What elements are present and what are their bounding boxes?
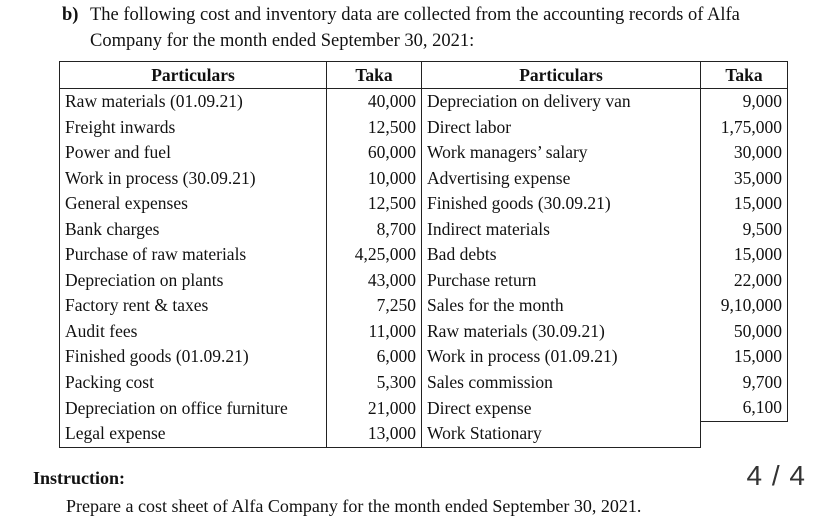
cell-taka-right: 9,10,000 (701, 293, 788, 319)
cell-taka-left: 13,000 (327, 421, 422, 447)
cell-particulars-right: Work in process (01.09.21) (422, 344, 701, 370)
cell-taka-left: 12,500 (327, 115, 422, 141)
cell-particulars-left: Freight inwards (60, 115, 327, 141)
cell-particulars-left: Purchase of raw materials (60, 242, 327, 268)
cell-taka-left: 40,000 (327, 89, 422, 115)
cell-particulars-left: General expenses (60, 191, 327, 217)
cell-taka-left: 60,000 (327, 140, 422, 166)
cell-taka-left: 11,000 (327, 319, 422, 345)
cell-particulars-right: Depreciation on delivery van (422, 89, 701, 115)
cell-taka-left: 21,000 (327, 395, 422, 421)
table-row (60, 344, 788, 370)
table-row (60, 395, 788, 421)
table-row (60, 293, 788, 319)
cell-particulars-right: Advertising expense (422, 166, 701, 192)
header-taka-left: Taka (327, 62, 422, 89)
table-row (60, 217, 788, 243)
cell-particulars-left: Legal expense (60, 421, 327, 447)
cell-particulars-left: Audit fees (60, 319, 327, 345)
cell-particulars-left: Work in process (30.09.21) (60, 166, 327, 192)
cell-particulars-right: Work managers’ salary (422, 140, 701, 166)
cell-taka-right: 9,000 (701, 89, 788, 115)
cell-particulars-left: Factory rent & taxes (60, 293, 327, 319)
table-row (60, 319, 788, 345)
cell-particulars-right: Work Stationary (422, 421, 701, 447)
cell-taka-left: 8,700 (327, 217, 422, 243)
instruction-label: Instruction: (33, 468, 126, 488)
table-row (60, 268, 788, 294)
cell-taka-right: 50,000 (701, 319, 788, 345)
cell-particulars-left: Depreciation on plants (60, 268, 327, 294)
question-line-1: The following cost and inventory data are collected from the accounting records of Alfa (90, 5, 740, 25)
cell-taka-right: 9,700 (701, 370, 788, 396)
header-particulars-right: Particulars (422, 62, 701, 89)
question-line-2: Company for the month ended September 30, 2021: (90, 31, 475, 51)
cell-taka-left: 5,300 (327, 370, 422, 396)
cell-particulars-right: Direct labor (422, 115, 701, 141)
cell-particulars-right: Sales for the month (422, 293, 701, 319)
page-indicator: 4 / 4 (746, 460, 806, 491)
table-row (60, 115, 788, 141)
cell-particulars-right: Finished goods (30.09.21) (422, 191, 701, 217)
cost-data-table (59, 61, 788, 448)
cell-particulars-right: Indirect materials (422, 217, 701, 243)
cell-particulars-right: Purchase return (422, 268, 701, 294)
cell-taka-right: 15,000 (701, 242, 788, 268)
cell-particulars-left: Bank charges (60, 217, 327, 243)
cell-particulars-right: Bad debts (422, 242, 701, 268)
cell-taka-left: 43,000 (327, 268, 422, 294)
table-row (60, 191, 788, 217)
question-label: b) (62, 5, 79, 25)
table-row (60, 421, 788, 447)
cell-taka-right (701, 421, 788, 447)
cell-taka-right: 15,000 (701, 344, 788, 370)
table-row (60, 242, 788, 268)
cell-particulars-right: Direct expense (422, 395, 701, 421)
table-row (60, 370, 788, 396)
cell-particulars-left: Power and fuel (60, 140, 327, 166)
cell-particulars-right: Raw materials (30.09.21) (422, 319, 701, 345)
cell-particulars-left: Finished goods (01.09.21) (60, 344, 327, 370)
table-row (60, 89, 788, 115)
cell-particulars-left: Depreciation on office furniture (60, 395, 327, 421)
cell-particulars-right: Sales commission (422, 370, 701, 396)
cell-taka-right: 6,100 (701, 395, 788, 421)
cell-taka-right: 1,75,000 (701, 115, 788, 141)
instruction-text: Prepare a cost sheet of Alfa Company for the month ended September 30, 2021. (66, 496, 642, 516)
table-row (60, 166, 788, 192)
cell-taka-left: 10,000 (327, 166, 422, 192)
table-header-row (60, 62, 788, 89)
cell-taka-right: 30,000 (701, 140, 788, 166)
table-row (60, 140, 788, 166)
header-particulars-left: Particulars (60, 62, 327, 89)
cell-taka-right: 22,000 (701, 268, 788, 294)
cell-taka-left: 12,500 (327, 191, 422, 217)
cell-taka-left: 6,000 (327, 344, 422, 370)
header-taka-right: Taka (701, 62, 788, 89)
cell-taka-left: 7,250 (327, 293, 422, 319)
cell-taka-right: 9,500 (701, 217, 788, 243)
cell-particulars-left: Packing cost (60, 370, 327, 396)
cell-taka-left: 4,25,000 (327, 242, 422, 268)
cell-taka-right: 35,000 (701, 166, 788, 192)
cell-particulars-left: Raw materials (01.09.21) (60, 89, 327, 115)
cell-taka-right: 15,000 (701, 191, 788, 217)
